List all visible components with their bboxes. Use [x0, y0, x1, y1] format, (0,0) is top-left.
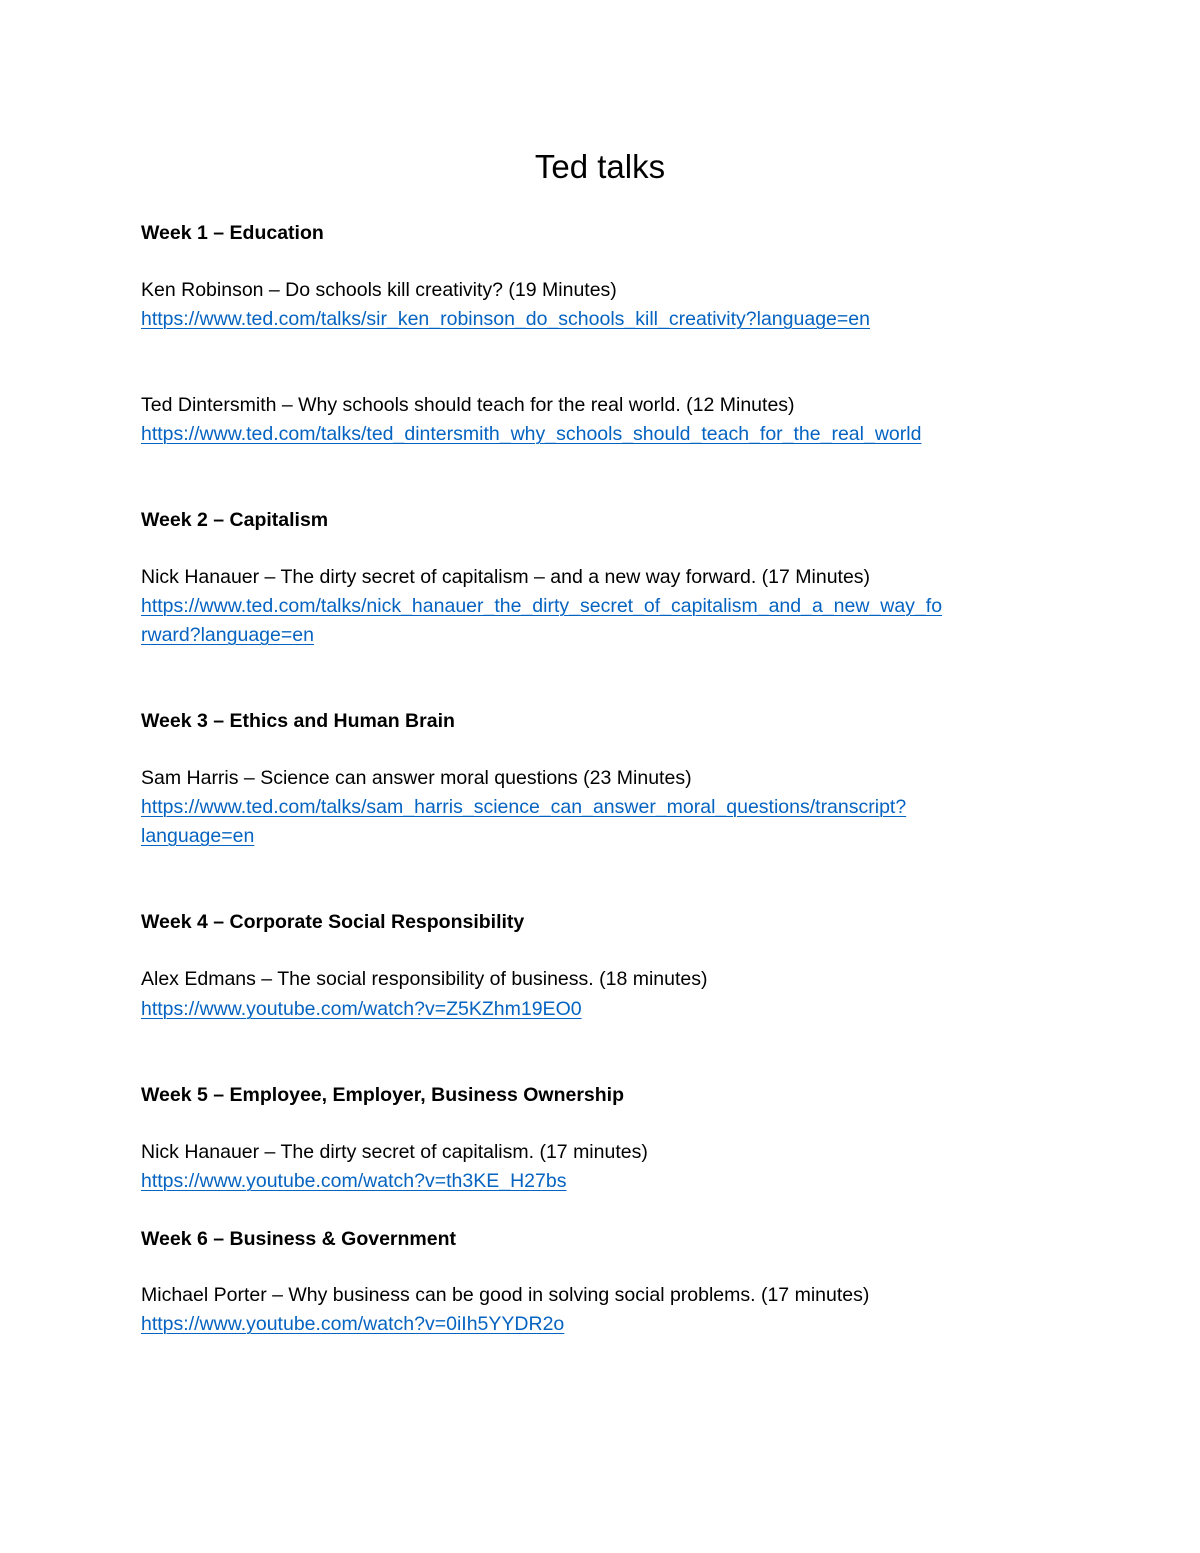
section-heading-week-4: Week 4 – Corporate Social Responsibility — [141, 911, 525, 933]
talk-link[interactable]: https://www.youtube.com/watch?v=th3KE_H27bs — [141, 1170, 567, 1192]
talk-link[interactable]: https://www.youtube.com/watch?v=0iIh5YYDR2o — [141, 1313, 565, 1335]
section-heading-week-6: Week 6 – Business & Government — [141, 1228, 457, 1250]
talk-description: Nick Hanauer – The dirty secret of capitalism – and a new way forward. (17 Minutes) — [141, 566, 871, 588]
talk-link-line[interactable] — [141, 592, 1061, 620]
talk-link[interactable]: https://www.ted.com/talks/nick_hanauer_the_dirty_secret_of_capitalism_and_a_new_way_fo — [141, 595, 943, 617]
talk-link-line[interactable] — [141, 1167, 1061, 1195]
talk-description: Sam Harris – Science can answer moral questions (23 Minutes) — [141, 767, 692, 789]
talk-link-continued[interactable]: language=en — [141, 825, 255, 847]
section-heading-week-2: Week 2 – Capitalism — [141, 509, 329, 531]
talk-link-line[interactable] — [141, 621, 1061, 649]
talk-link-continued[interactable]: rward?language=en — [141, 624, 314, 646]
talk-link-line[interactable] — [141, 995, 1061, 1023]
talk-description: Ken Robinson – Do schools kill creativity? (19 Minutes) — [141, 279, 617, 301]
talk-link-line[interactable] — [141, 822, 1061, 850]
section-heading-week-1: Week 1 – Education — [141, 222, 324, 244]
talk-link-line[interactable] — [141, 305, 1061, 333]
document-title: Ted talks — [534, 148, 666, 185]
talk-description: Ted Dintersmith – Why schools should teach for the real world. (12 Minutes) — [141, 394, 795, 416]
talk-link[interactable]: https://www.youtube.com/watch?v=Z5KZhm19EO0 — [141, 998, 582, 1020]
talk-link[interactable]: https://www.ted.com/talks/sam_harris_science_can_answer_moral_questions/transcript? — [141, 796, 907, 818]
talk-link[interactable]: https://www.ted.com/talks/sir_ken_robinson_do_schools_kill_creativity?language=en — [141, 308, 870, 330]
talk-description: Michael Porter – Why business can be good in solving social problems. (17 minutes) — [141, 1284, 870, 1306]
talk-link-line[interactable] — [141, 1310, 1061, 1338]
talk-link[interactable]: https://www.ted.com/talks/ted_dintersmith_why_schools_should_teach_for_the_real_world — [141, 423, 922, 445]
talk-link-line[interactable] — [141, 793, 1061, 821]
talk-link-line[interactable] — [141, 420, 1061, 448]
talk-description: Alex Edmans – The social responsibility of business. (18 minutes) — [141, 968, 708, 990]
section-heading-week-5: Week 5 – Employee, Employer, Business Ownership — [141, 1084, 624, 1106]
talk-description: Nick Hanauer – The dirty secret of capitalism. (17 minutes) — [141, 1141, 648, 1163]
section-heading-week-3: Week 3 – Ethics and Human Brain — [141, 710, 455, 732]
